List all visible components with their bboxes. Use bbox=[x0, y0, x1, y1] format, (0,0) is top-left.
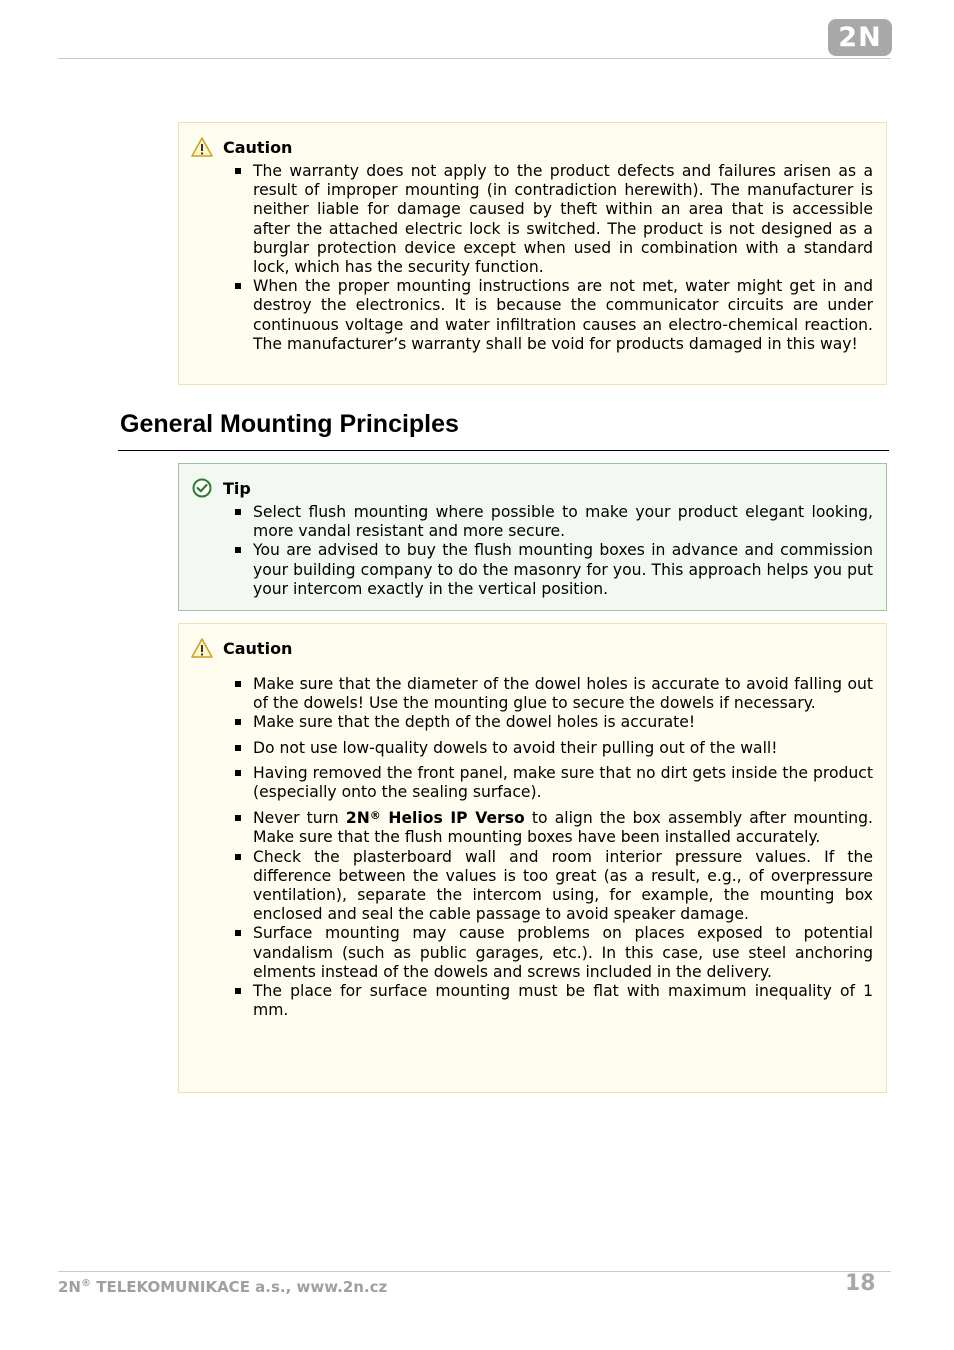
caution-header bbox=[191, 135, 292, 159]
tip-list bbox=[253, 503, 873, 599]
footer-company-rest: TELEKOMUNIKACE a.s., www.2n.cz bbox=[91, 1278, 388, 1296]
check-circle-icon bbox=[191, 477, 213, 499]
footer-brand: 2N bbox=[58, 1278, 81, 1296]
footer-company bbox=[58, 1278, 387, 1296]
caution-title: Caution bbox=[223, 137, 293, 157]
caution-box-warranty bbox=[178, 122, 887, 385]
list-item: The warranty does not apply to the product defects and failures arisen as a result of improper mounting (in contradiction herewith). The manufacturer is neither liable for damage caused by theft within an area that is accessible after the attached electric lock is switched. The product is not designed as a burglar protection device except when used in combination with a standard lock, which has the security function. bbox=[253, 162, 873, 277]
section-heading: General Mounting Principles bbox=[120, 410, 459, 438]
item-text: Never turn bbox=[253, 809, 346, 828]
caution-header bbox=[191, 636, 292, 660]
footer-registered-mark: ® bbox=[81, 1278, 91, 1289]
registered-mark: ® bbox=[369, 809, 381, 823]
caution-title: Caution bbox=[223, 638, 293, 658]
tip-title: Tip bbox=[223, 478, 251, 498]
page-number: 18 bbox=[845, 1271, 876, 1296]
list-item: Do not use low-quality dowels to avoid their pulling out of the wall! bbox=[253, 739, 873, 758]
tip-box bbox=[178, 463, 887, 611]
list-item: Make sure that the depth of the dowel holes is accurate! bbox=[253, 713, 873, 732]
list-item: When the proper mounting instructions are not met, water might get in and destroy the electronics. It is because the communicator circuits are under continuous voltage and water infiltration causes an electro-chemical reaction. The manufacturer’s warranty shall be void for products damaged in this way! bbox=[253, 277, 873, 353]
caution-box-mounting bbox=[178, 623, 887, 1093]
warning-icon bbox=[191, 637, 213, 659]
list-item: Make sure that the diameter of the dowel holes is accurate to avoid falling out of the dowels! Use the mounting glue to secure the dowels if necessary. bbox=[253, 675, 873, 713]
product-name: Helios IP Verso bbox=[380, 809, 525, 828]
item-text: to align the box assembly after mounting. Make sure that the flush mounting boxes have been installed accurately. bbox=[253, 809, 873, 847]
list-item: Having removed the front panel, make sure that no dirt gets inside the product (especially onto the sealing surface). bbox=[253, 763, 873, 802]
list-item: Check the plasterboard wall and room interior pressure values. If the difference between the values is too great (as a result, e.g., of overpressure ventilation), separate the intercom using, for example, the mounting box enclosed and seal the cable passage to avoid speaker damage. bbox=[253, 847, 873, 924]
list-item: The place for surface mounting must be flat with maximum inequality of 1 mm. bbox=[253, 982, 873, 1020]
tip-header bbox=[191, 476, 251, 500]
footer-divider bbox=[58, 1271, 891, 1272]
section-underline bbox=[118, 450, 889, 451]
company-logo: 2N bbox=[828, 19, 892, 56]
caution-list bbox=[253, 675, 873, 1020]
list-item bbox=[253, 809, 873, 847]
list-item: Surface mounting may cause problems on places exposed to potential vandalism (such as public garages, etc.). In this case, use steel anchoring elments instead of the dowels and screws included in the delivery. bbox=[253, 924, 873, 981]
list-item: You are advised to buy the flush mounting boxes in advance and commission your building company to do the masonry for you. This approach helps you put your intercom exactly in the vertical position. bbox=[253, 541, 873, 598]
list-item: Select flush mounting where possible to make your product elegant looking, more vandal resistant and more secure. bbox=[253, 503, 873, 541]
header-divider bbox=[58, 58, 891, 59]
caution-list bbox=[253, 162, 873, 354]
brand-name: 2N bbox=[345, 809, 370, 828]
warning-icon bbox=[191, 136, 213, 158]
